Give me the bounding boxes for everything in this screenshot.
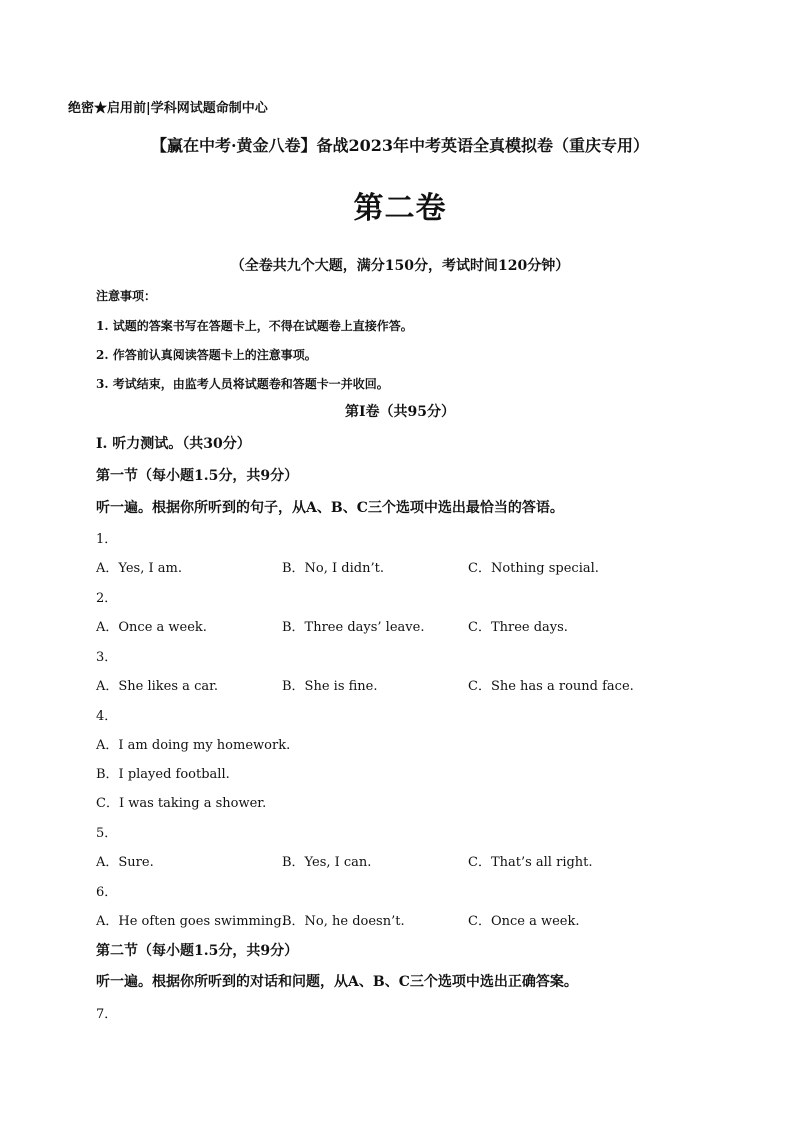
question-number: 5．	[96, 826, 118, 841]
option-b: B．No, I didn’t.	[282, 561, 384, 576]
question-number: 2．	[96, 591, 118, 606]
option-c: C．Nothing special.	[468, 561, 599, 576]
section-title: I. 听力测试。（共30分）	[96, 436, 251, 452]
option-c: C．Three days.	[468, 620, 568, 635]
option-a: A．He often goes swimming.	[96, 914, 286, 929]
confidential-note: 绝密★启用前|学科网试题命制中心	[68, 101, 268, 116]
option-b: B．She is fine.	[282, 679, 378, 694]
option-c: C．Once a week.	[468, 914, 580, 929]
option-b: B．I played football.	[96, 767, 230, 782]
question-number: 3．	[96, 650, 118, 665]
question-number: 7．	[96, 1007, 118, 1022]
option-c: C．I was taking a shower.	[96, 796, 267, 811]
question-number: 1．	[96, 532, 118, 547]
option-a: A．Yes, I am.	[96, 561, 182, 576]
option-b: B．Yes, I can.	[282, 855, 372, 870]
subsection-title: 第二节（每小题1.5分，共9分）	[96, 943, 299, 959]
note-item: 1. 试题的答案书写在答题卡上，不得在试题卷上直接作答。	[96, 319, 413, 333]
exam-info: （全卷共九个大题，满分150分，考试时间120分钟）	[230, 258, 570, 274]
option-c: C．That’s all right.	[468, 855, 593, 870]
volume-title: 第二卷	[353, 191, 447, 226]
option-a: A．Once a week.	[96, 620, 207, 635]
part1-title: 第Ⅰ卷（共95分）	[344, 404, 456, 420]
subsection-title: 第一节（每小题1.5分，共9分）	[96, 468, 299, 484]
option-b: B．Three days’ leave.	[282, 620, 425, 635]
instruction: 听一遍。根据你所听到的句子，从A、B、C三个选项中选出最恰当的答语。	[96, 500, 564, 516]
note-item: 3. 考试结束，由监考人员将试题卷和答题卡一并收回。	[96, 377, 389, 391]
option-a: A．Sure.	[96, 855, 154, 870]
note-item: 2. 作答前认真阅读答题卡上的注意事项。	[96, 348, 317, 362]
option-b: B．No, he doesn’t.	[282, 914, 405, 929]
instruction: 听一遍。根据你所听到的对话和问题，从A、B、C三个选项中选出正确答案。	[96, 974, 578, 990]
option-a: A．I am doing my homework.	[96, 738, 291, 753]
question-number: 6．	[96, 885, 118, 900]
notes-heading: 注意事项：	[96, 289, 157, 303]
exam-title: 【赢在中考·黄金八卷】备战2023年中考英语全真模拟卷（重庆专用）	[150, 136, 650, 155]
question-number: 4．	[96, 709, 118, 724]
option-a: A．She likes a car.	[96, 679, 219, 694]
option-c: C．She has a round face.	[468, 679, 634, 694]
